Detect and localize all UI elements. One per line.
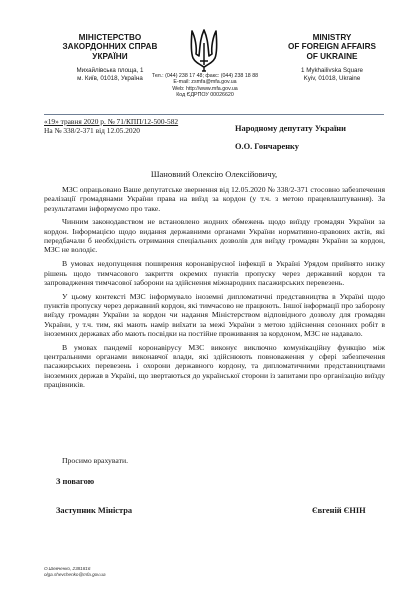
executor-name-phone: О.Шевченко, 2381816 [44,566,91,571]
paragraph: Чинним законодавством не встановлено жодних обмежень щодо виїзду громадян України за кордон. Інформацією щодо видання державними органами України нормативно-правових актів, які передбачали б необхідність отримання спеціальних дозволів для виїзду громадян України за кордон, МЗС не володіє. [44,217,385,255]
paragraph: У цьому контексті МЗС інформувало іноземні дипломатичні представництва в Україні щодо пунктів пропуску через державний кордон, які тимчасово не працюють. Іншої інформації про заборону виїзду громадян України за кордон чи надання Міністерством відповідного дозволу для громадян України, у т.ч. тим, які мають намір виїхати за межі України з метою здійснення сезонних робіт в іноземних державах або мають посвідки на постійне проживання за кордоном, МЗС не надавало. [44,291,385,338]
contact-block [130,73,280,98]
paragraph: МЗС опрацьовано Ваше депутатське звернення від 12.05.2020 № 338/2-371 стосовно забезпечення реалізації громадянами України права на виїзд за кордон (у т.ч. з метою працевлаштування). За результатами інформуємо про таке. [44,185,385,213]
address-en: 1 Mykhailivska Square Kyiv, 01018, Ukraine [301,67,363,82]
salutation: Шановний Олексію Олексійовичу, [150,169,278,179]
executor-footer [44,566,164,577]
paragraph: В умовах недопущення поширення коронавірусної інфекції в Україні Урядом прийнято низку рішень щодо тимчасового закриття окремих пунктів пропуску через державний кордон та запровадження тимчасової заборони на здійснення міжнародних пасажирських перевезень. [44,259,385,287]
executor-email: olga.shevchenko@mfa.gov.ua [44,571,106,577]
letterhead-right [276,33,388,82]
org-name-en: MINISTRY OF FOREIGN AFFAIRS OF UKRAINE [288,33,376,61]
org-name-ua: МІНІСТЕРСТВО ЗАКОРДОННИХ СПРАВ УКРАЇНИ [62,33,158,61]
addressee-block [235,123,395,153]
paragraph: В умовах пандемії коронавірусу МЗС виконує виключно комунікаційну функцію між центральними органами виконавчої влади, які здійснюють повноваження у сфері забезпечення пасажирських перевезень і охорони державного кордону, та дипломатичними представництвами іноземних держав в Україні, що звертаються до української сторони із запитами про організацію виїзду працівників. [44,342,385,390]
trident-emblem-icon [188,27,220,73]
regards: З повагою [56,477,95,486]
phone-fax: Тел.: (044) 238 17 48; факс: (044) 238 18 88 [151,73,259,79]
reference-number: На № 338/2-371 від 12.05.2020 [44,125,141,135]
letter-body [44,185,385,394]
address-ua: Михайлівська площа, 1 м. Київ, 01018, Україна [76,67,144,82]
registration-block [44,118,244,135]
website: Web: http://www.mfa.gov.ua [172,85,238,92]
outgoing-number: «19» травня 2020 р. № 71/КПП/12-500-582 [44,117,179,126]
edrpou-code: Код ЄДРПОУ 00026620 [176,91,234,98]
signer-title: Заступник Міністра [56,506,133,515]
header-divider [44,114,384,115]
closing-line: Просимо врахувати. [62,456,129,465]
addressee-title: Народному депутату України [235,124,346,133]
email: E-mail: zsmfa@mfa.gov.ua [173,79,237,86]
signer-name: Євгеній ЄНІН [312,506,366,515]
addressee-name: О.О. Гончаренку [235,142,299,151]
